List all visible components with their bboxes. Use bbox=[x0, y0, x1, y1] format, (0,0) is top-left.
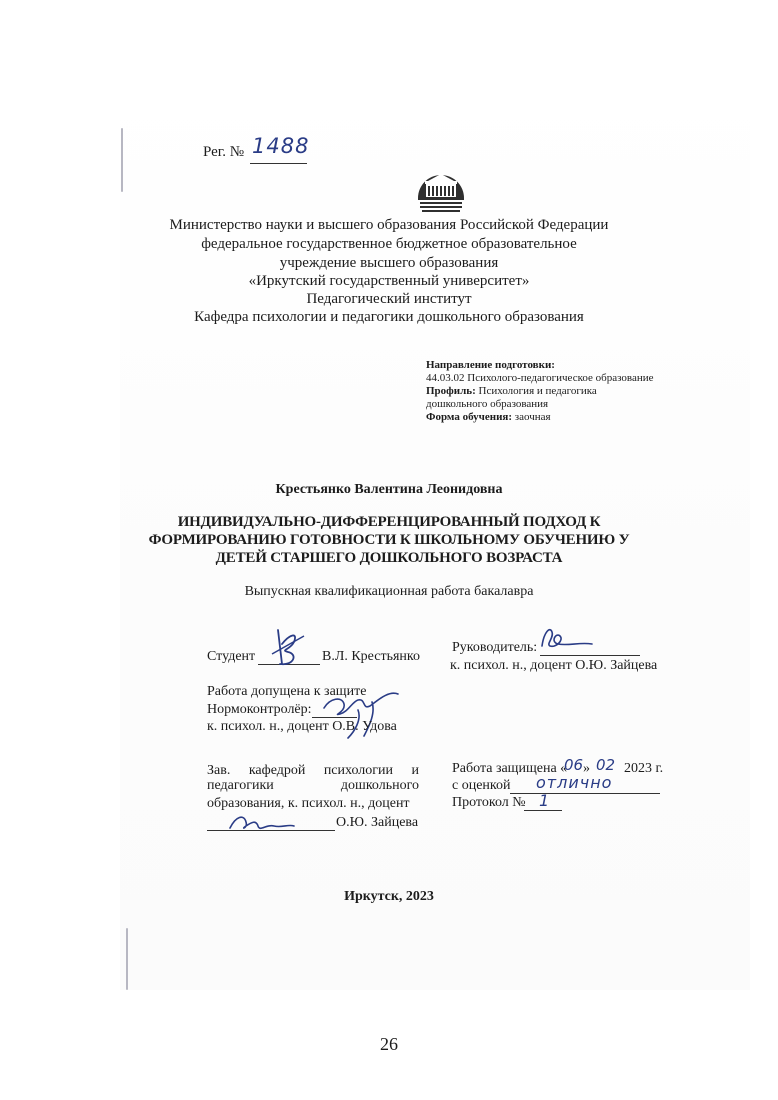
defense-year: 2023 г. bbox=[624, 761, 664, 776]
city-year: Иркутск, 2023 bbox=[344, 889, 434, 904]
head-line-1-word-1: Зав. bbox=[207, 763, 231, 778]
admission-line: Работа допущена к защите bbox=[207, 684, 367, 699]
program-block bbox=[426, 359, 654, 424]
direction-label: Направление подготовки: bbox=[426, 359, 555, 371]
protocol-label: Протокол № bbox=[452, 795, 526, 810]
header-line-6: Кафедра психологии и педагогики дошкольного образования bbox=[194, 309, 584, 325]
profile-value-2: дошкольного образования bbox=[426, 398, 549, 410]
defense-mid: » bbox=[583, 761, 590, 776]
head-line-1-word-2: кафедрой bbox=[248, 763, 306, 778]
normcontrol-label: Нормоконтролёр: bbox=[207, 702, 312, 717]
head-line-1-word-3: психологии bbox=[323, 763, 394, 778]
margin-mark-bottom bbox=[126, 928, 128, 990]
title-line-3: ДЕТЕЙ СТАРШЕГО ДОШКОЛЬНОГО ВОЗРАСТА bbox=[215, 550, 563, 566]
grade-line bbox=[510, 793, 660, 794]
title-line-2: ФОРМИРОВАНИЮ ГОТОВНОСТИ К ШКОЛЬНОМУ ОБУЧЕНИЮ У bbox=[148, 532, 630, 548]
head-signature bbox=[226, 810, 296, 836]
header-line-5: Педагогический институт bbox=[306, 291, 472, 307]
work-type: Выпускная квалификационная работа бакалавра bbox=[244, 584, 534, 599]
page-number: 26 bbox=[380, 1034, 398, 1054]
header-line-1: Министерство науки и высшего образования Российской Федерации bbox=[169, 217, 609, 233]
student-label: Студент bbox=[207, 649, 256, 664]
reg-label: Рег. № bbox=[203, 144, 245, 160]
head-name: О.Ю. Зайцева bbox=[336, 815, 419, 830]
head-line-1-word-4: и bbox=[411, 763, 419, 778]
header-line-3: учреждение высшего образования bbox=[279, 255, 499, 271]
head-line-1 bbox=[207, 763, 419, 779]
supervisor-label: Руководитель: bbox=[452, 640, 538, 655]
grade-label: с оценкой bbox=[452, 778, 511, 793]
header-line-4: «Иркутский государственный университет» bbox=[248, 273, 530, 289]
title-line-1: ИНДИВИДУАЛЬНО-ДИФФЕРЕНЦИРОВАННЫЙ ПОДХОД К bbox=[177, 514, 601, 530]
author-name: Крестьянко Валентина Леонидовна bbox=[275, 482, 503, 497]
reg-underline bbox=[250, 163, 307, 164]
reg-number: 1488 bbox=[252, 134, 310, 158]
student-name: В.Л. Крестьянко bbox=[322, 649, 420, 664]
protocol-number: 1 bbox=[539, 791, 550, 810]
defense-day: 06 bbox=[564, 756, 584, 774]
margin-mark-top bbox=[121, 128, 123, 192]
protocol-line bbox=[524, 810, 562, 811]
head-line-2-word-1: педагогики bbox=[207, 778, 274, 793]
university-logo bbox=[416, 160, 466, 216]
form-label: Форма обучения: bbox=[426, 411, 513, 423]
defense-prefix: Работа защищена « bbox=[452, 761, 568, 776]
head-line-2-word-2: дошкольного bbox=[340, 778, 419, 793]
profile-value-1: Психология и педагогика bbox=[478, 385, 597, 397]
supervisor-signature bbox=[536, 622, 596, 656]
normcontrol-person: к. психол. н., доцент О.В. Удова bbox=[207, 719, 397, 734]
student-signature bbox=[268, 624, 308, 672]
profile-label: Профиль: bbox=[426, 385, 476, 397]
defense-month: 02 bbox=[596, 756, 616, 774]
head-line-3: образования, к. психол. н., доцент bbox=[207, 796, 410, 811]
supervisor-position: к. психол. н., доцент О.Ю. Зайцева bbox=[450, 658, 658, 673]
grade-value: отлично bbox=[536, 773, 613, 792]
direction-value: 44.03.02 Психолого-педагогическое образование bbox=[426, 372, 654, 384]
head-line-2 bbox=[207, 778, 419, 794]
form-value: заочная bbox=[514, 411, 551, 423]
header-line-2: федеральное государственное бюджетное образовательное bbox=[201, 236, 577, 252]
